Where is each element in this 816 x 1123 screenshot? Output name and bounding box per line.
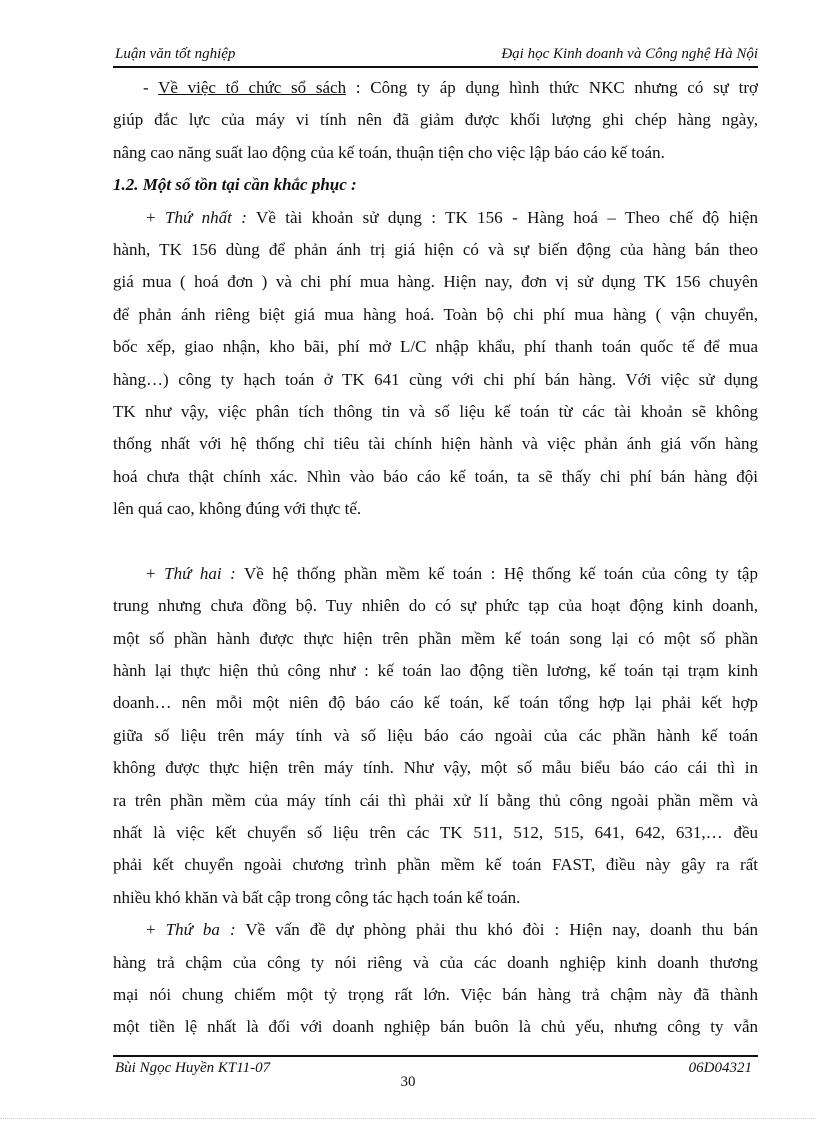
- paragraph-line: nhất là việc kết chuyển số liệu trên các TK 511, 512, 515, 641, 642, 631,… đều: [113, 822, 758, 842]
- paragraph-line: phải kết chuyển ngoài chương trình phần mềm kế toán FAST, điều này gây ra rất: [113, 855, 758, 875]
- paragraph-line: hàng trả chậm của công ty nói riêng và của các doanh nghiệp kinh doanh thương: [113, 952, 758, 972]
- page-header: [113, 46, 758, 66]
- paragraph-label: Về việc tổ chức sổ sách: [158, 78, 347, 97]
- paragraph-line: nhiều khó khăn và bất cập trong công tác hạch toán kế toán.: [113, 887, 521, 907]
- paragraph-line: không được thực hiện trên máy tính. Như vậy, một số mẫu biểu báo cáo cái thì in: [113, 758, 758, 778]
- paragraph-line: giá mua ( hoá đơn ) và chi phí mua hàng. Hiện nay, đơn vị sử dụng TK 156 chuyên: [113, 272, 758, 292]
- paragraph-spacer: [113, 525, 758, 557]
- paragraph-line: [113, 202, 758, 234]
- paragraph-line: lên quá cao, không đúng với thực tế.: [113, 499, 362, 519]
- paragraph-line: trung nhưng chưa đồng bộ. Tuy nhiên do có sự phức tạp của hoạt động kinh doanh,: [113, 596, 758, 616]
- paragraph-line: hoá chưa thật chính xác. Nhìn vào báo cáo kế toán, ta sẽ thấy chi phí bán hàng đội: [113, 466, 758, 486]
- page-body: [113, 72, 758, 1044]
- paragraph-text: : Công ty áp dụng hình thức NKC nhưng có sự trợ: [346, 78, 758, 97]
- paragraph-line: ra trên phần mềm của máy tính cái thì phải xử lí bằng thủ công ngoài phần mềm và: [113, 790, 758, 810]
- paragraph-line: [113, 72, 758, 104]
- paragraph-text: Về tài khoản sử dụng : TK 156 - Hàng hoá – Theo chế độ hiện: [246, 207, 758, 227]
- paragraph-line: giữa số liệu trên máy tính và số liệu báo cáo ngoài của các phần hành kế toán: [113, 725, 758, 745]
- paragraph-line: hành, TK 156 dùng để phản ánh trị giá hiện có và sự biến động của hàng bán theo: [113, 239, 758, 259]
- paragraph-line: giúp đắc lực của máy vi tính nên đã giảm được khối lượng ghi chép hàng ngày,: [113, 110, 758, 130]
- header-thesis-label: Luận văn tốt nghiệp: [115, 46, 236, 62]
- section-heading: 1.2. Một số tồn tại cần khắc phục :: [113, 175, 357, 195]
- paragraph-lead: +: [146, 207, 165, 227]
- paragraph-label: Thứ ba :: [165, 920, 236, 940]
- paragraph-line: thống nhất với hệ thống chỉ tiêu tài chính hiện hành và việc phản ánh giá vốn hàng: [113, 434, 758, 454]
- paragraph-line: hành lại thực hiện thủ công như : kế toán lao động tiền lương, kế toán tại trạm kinh: [113, 661, 758, 681]
- paragraph-lead: +: [146, 563, 165, 583]
- paragraph-text: Về hệ thống phần mềm kế toán : Hệ thống kế toán của công ty tập: [235, 563, 758, 583]
- paragraph-line: mại nói chung chiếm một tỷ trọng rất lớn. Việc bán hàng trả chậm này đã thành: [113, 984, 758, 1004]
- paragraph-label: Thứ hai :: [164, 563, 236, 583]
- paragraph-label: Thứ nhất :: [165, 207, 247, 227]
- paragraph-line: hàng…) công ty hạch toán ở TK 641 cùng với chi phí bán hàng. Với việc sử dụng: [113, 369, 758, 389]
- header-rule: [113, 66, 758, 68]
- paragraph-line: một số phần hành được thực hiện trên phần mềm kế toán song lại có một số phần: [113, 628, 758, 648]
- paragraph-line: một tiền lệ nhất là đối với doanh nghiệp bán buôn là chủ yếu, nhưng công ty vẫn: [113, 1017, 758, 1037]
- footer-author: Bùi Ngọc Huyền KT11-07: [115, 1060, 271, 1076]
- paragraph-lead: +: [146, 920, 166, 940]
- footer-student-id: 06D04321: [688, 1060, 752, 1076]
- header-university-name: Đại học Kinh doanh và Công nghệ Hà Nội: [501, 46, 758, 62]
- paragraph-text: Về vấn đề dự phòng phải thu khó đòi : Hiện nay, doanh thu bán: [235, 920, 758, 940]
- footer-rule: [113, 1055, 758, 1057]
- paragraph-line: TK như vậy, việc phân tích thông tin và số liệu kế toán từ các tài khoản sẽ không: [113, 401, 758, 421]
- paragraph-line: [113, 558, 758, 590]
- paragraph-line: doanh… nên mỗi một niên độ báo cáo kế toán, kế toán tổng hợp lại phải kết hợp: [113, 693, 758, 713]
- paragraph-line: bốc xếp, giao nhận, kho bãi, phí mở L/C nhập khẩu, phí thanh toán quốc tế để mua: [113, 337, 758, 357]
- page-number: 30: [400, 1074, 416, 1090]
- page-edge-dots: [0, 1118, 816, 1119]
- paragraph-lead: -: [143, 78, 159, 97]
- paragraph-line: để phản ánh riêng biệt giá mua hàng hoá. Toàn bộ chi phí mua hàng ( vận chuyển,: [113, 304, 758, 324]
- paragraph-line: nâng cao năng suất lao động của kế toán, thuận tiện cho việc lập báo cáo kế toán.: [113, 142, 665, 162]
- paragraph-line: [113, 914, 758, 946]
